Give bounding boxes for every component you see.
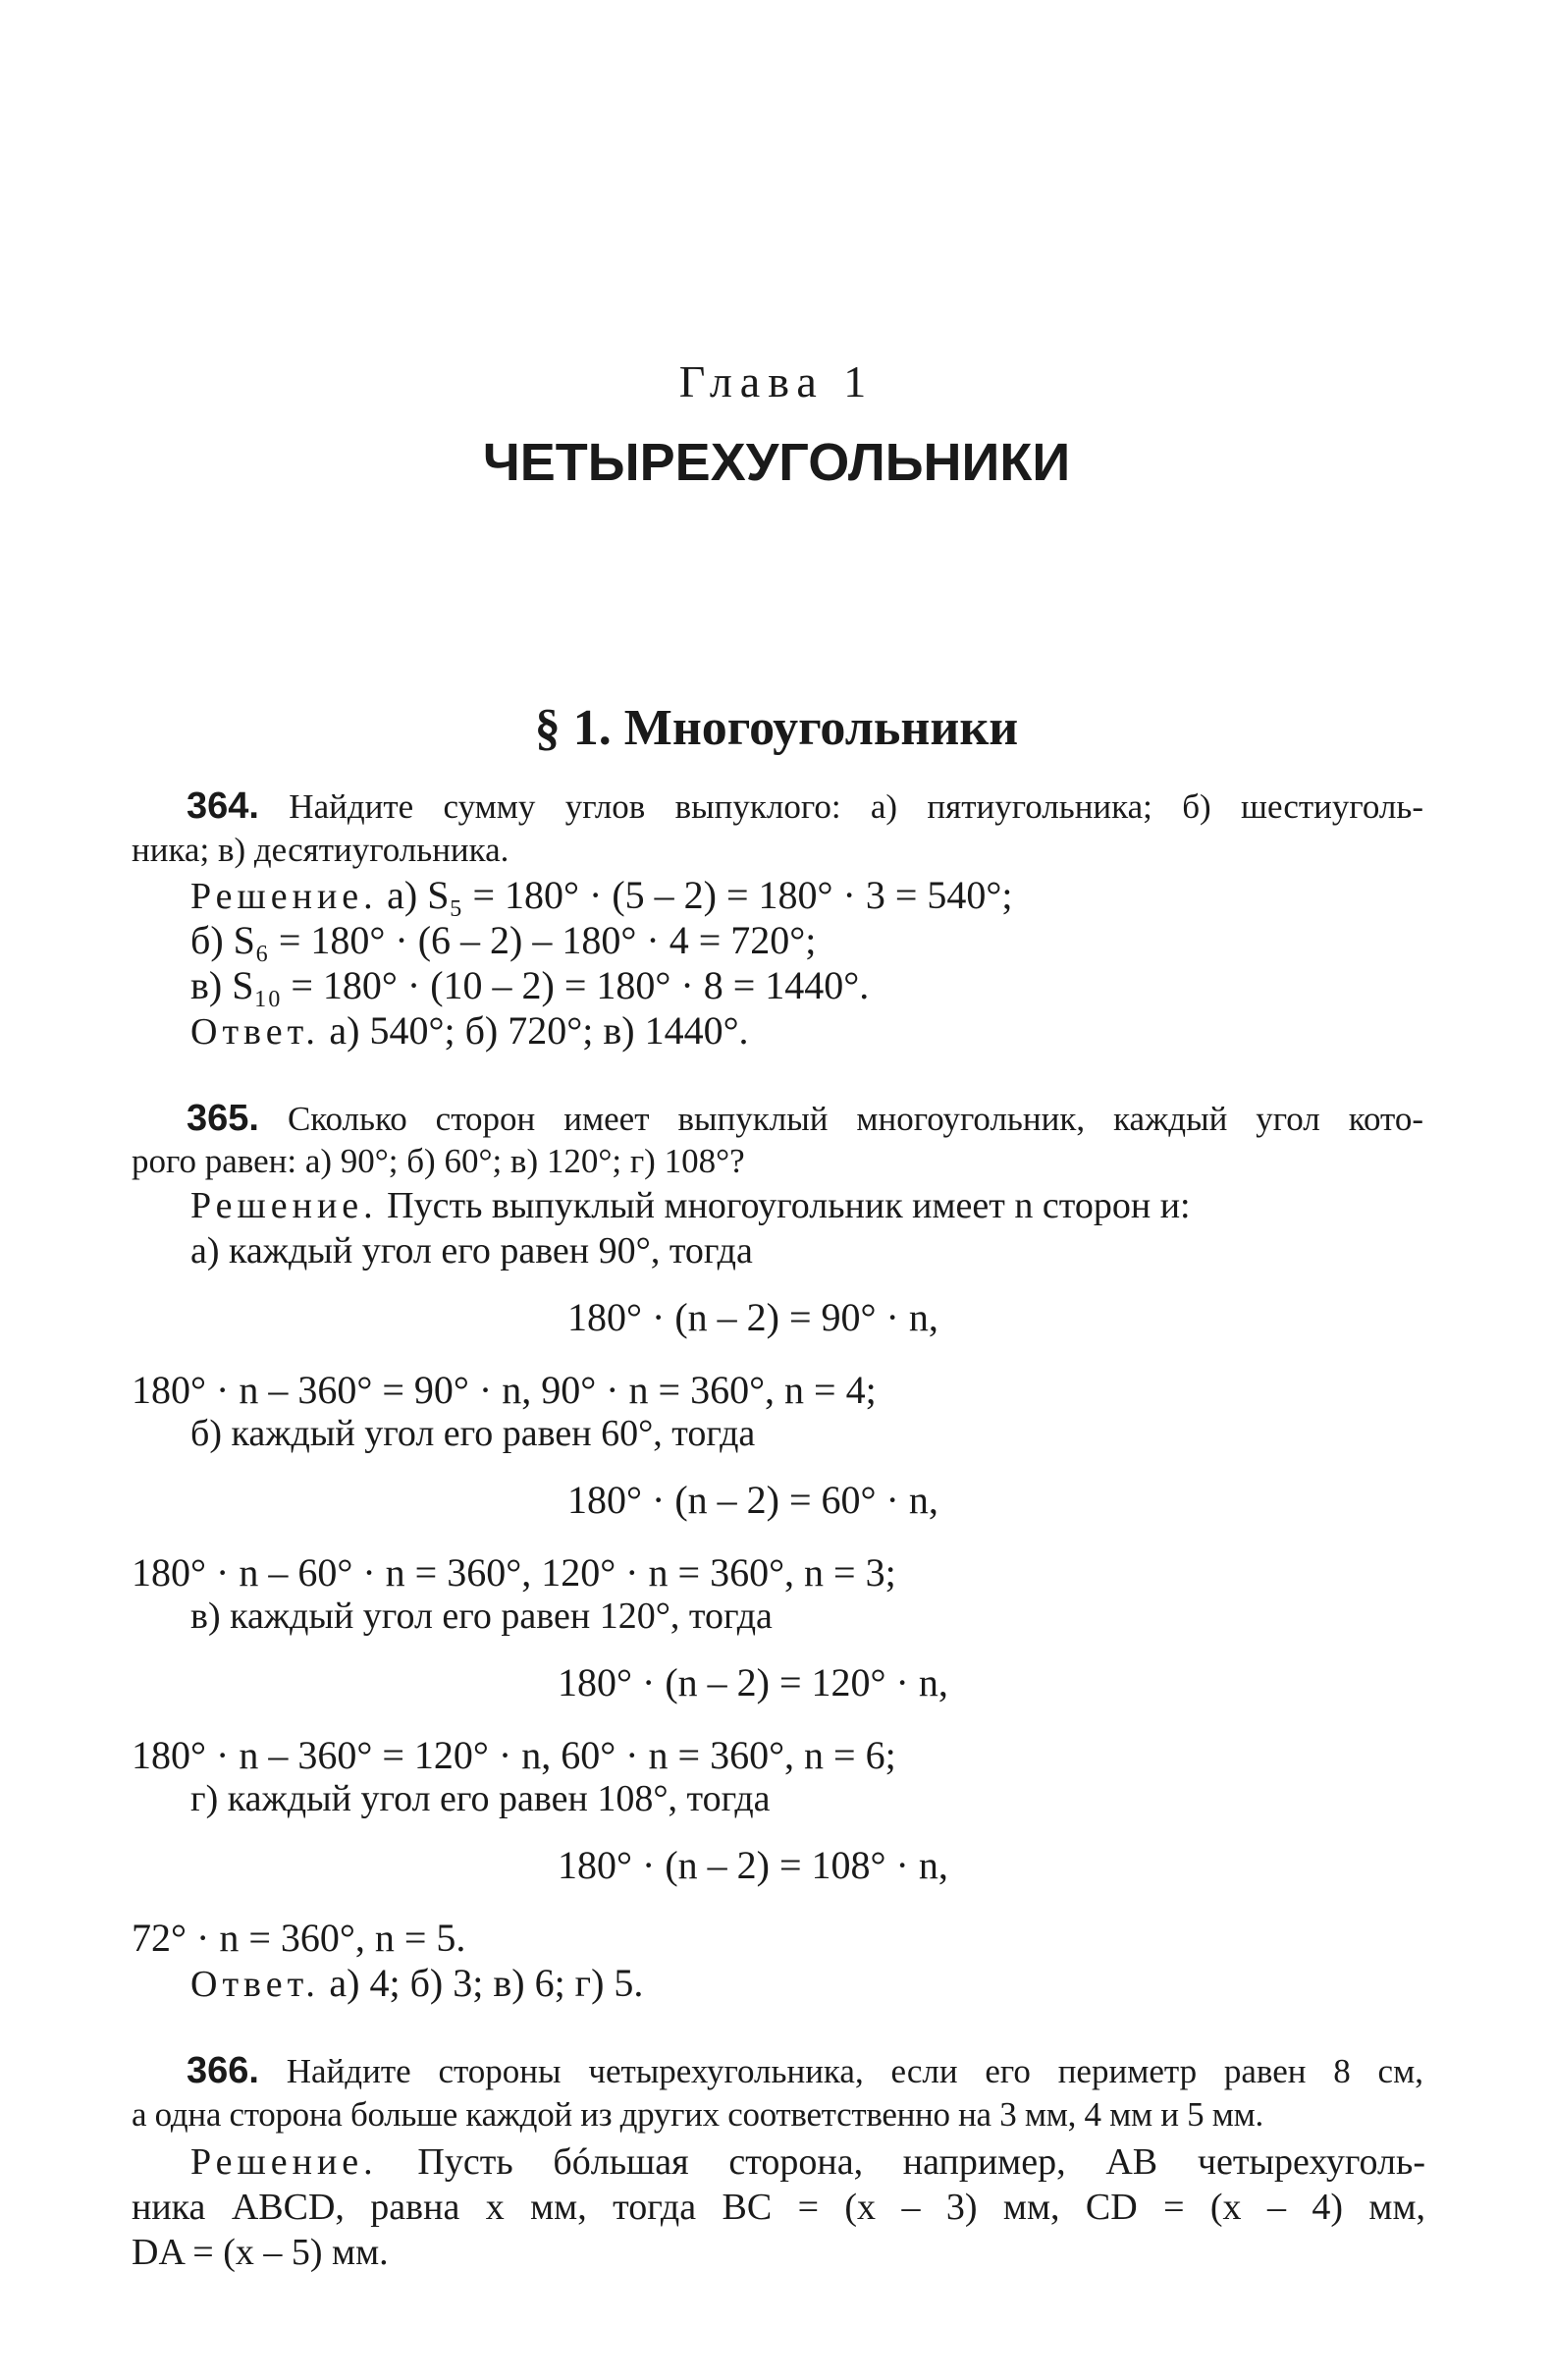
problem-365-statement-line2: рого равен: а) 90°; б) 60°; в) 120°; г) 108°? [132,1142,745,1180]
problem-365-answer [190,1960,643,2006]
problem-365-statement-line1 [187,1098,1423,1140]
solution-text: Пусть выпуклый многоугольник имеет n сторон и: [387,1185,1191,1226]
chapter-title: ЧЕТЫРЕХУГОЛЬНИКИ [482,433,1071,492]
answer-text: а) 4; б) 3; в) 6; г) 5. [329,1961,644,2005]
problem-text: Найдите стороны четырехугольника, если его периметр равен 8 см, [286,2052,1423,2090]
problem-365-case-d-text: г) каждый угол его равен 108°, тогда [190,1778,771,1819]
solution-label: Решение. [190,1185,378,1226]
problem-number: 365. [187,1098,259,1139]
problem-365-case-c-text: в) каждый угол его равен 120°, тогда [190,1596,773,1637]
problem-366-solution-line1 [190,2140,1425,2184]
problem-366-statement-line1 [187,2050,1423,2092]
problem-365-case-b-text: б) каждый угол его равен 60°, тогда [190,1413,756,1454]
problem-365-case-d-equation: 180° · (n – 2) = 108° · n, [558,1843,948,1887]
problem-364-statement-line1 [187,785,1423,828]
answer-label: Ответ. [190,1964,320,2005]
problem-364-statement-line2: ника; в) десятиугольника. [132,831,509,869]
solution-label: Решение. [190,876,378,917]
problem-365-case-c-equation: 180° · (n – 2) = 120° · n, [558,1660,948,1704]
problem-365-case-a-result: 180° · n – 360° = 90° · n, 90° · n = 360°, n = 4; [132,1368,877,1412]
problem-365-case-b-result: 180° · n – 60° · n = 360°, 120° · n = 360°, n = 3; [132,1550,896,1595]
solution-label: Решение. [190,2141,378,2183]
problem-364-solution-a [190,872,1013,918]
problem-text: Найдите сумму углов выпуклого: а) пятиугольника; б) шестиуголь- [289,787,1424,826]
solution-formula: а) S₅ = 180° · (5 – 2) = 180° · 3 = 540°; [387,873,1013,917]
chapter-label: Глава 1 [678,356,875,406]
problem-365-case-a-equation: 180° · (n – 2) = 90° · n, [567,1295,938,1339]
answer-label: Ответ. [190,1011,320,1053]
problem-366-solution-line2: ника ABCD, равна x мм, тогда BC = (x – 3) мм, CD = (x – 4) мм, [132,2187,1425,2228]
problem-364-solution-b: б) S₆ = 180° · (6 – 2) – 180° · 4 = 720°; [190,918,817,962]
problem-365-case-c-result: 180° · n – 360° = 120° · n, 60° · n = 360°, n = 6; [132,1733,896,1777]
section-title: § 1. Многоугольники [534,700,1019,756]
solution-text: Пусть бóльшая сторона, например, AB четырехуголь- [417,2141,1425,2183]
problem-number: 364. [187,785,259,827]
problem-364-answer [190,1007,749,1054]
problem-text: Сколько сторон имеет выпуклый многоугольник, каждый угол кото- [287,1100,1423,1138]
problem-number: 366. [187,2050,259,2091]
problem-365-case-a-text: а) каждый угол его равен 90°, тогда [190,1230,753,1271]
problem-366-statement-line2: а одна сторона больше каждой из других соответственно на 3 мм, 4 мм и 5 мм. [132,2095,1263,2134]
problem-365-case-d-result: 72° · n = 360°, n = 5. [132,1916,466,1960]
problem-364-solution-c: в) S₁₀ = 180° · (10 – 2) = 180° · 8 = 1440°. [190,963,870,1007]
problem-365-solution-intro [190,1184,1191,1227]
problem-365-case-b-equation: 180° · (n – 2) = 60° · n, [567,1478,938,1522]
problem-366-solution-line3: DA = (x – 5) мм. [132,2232,389,2273]
answer-text: а) 540°; б) 720°; в) 1440°. [329,1008,749,1053]
